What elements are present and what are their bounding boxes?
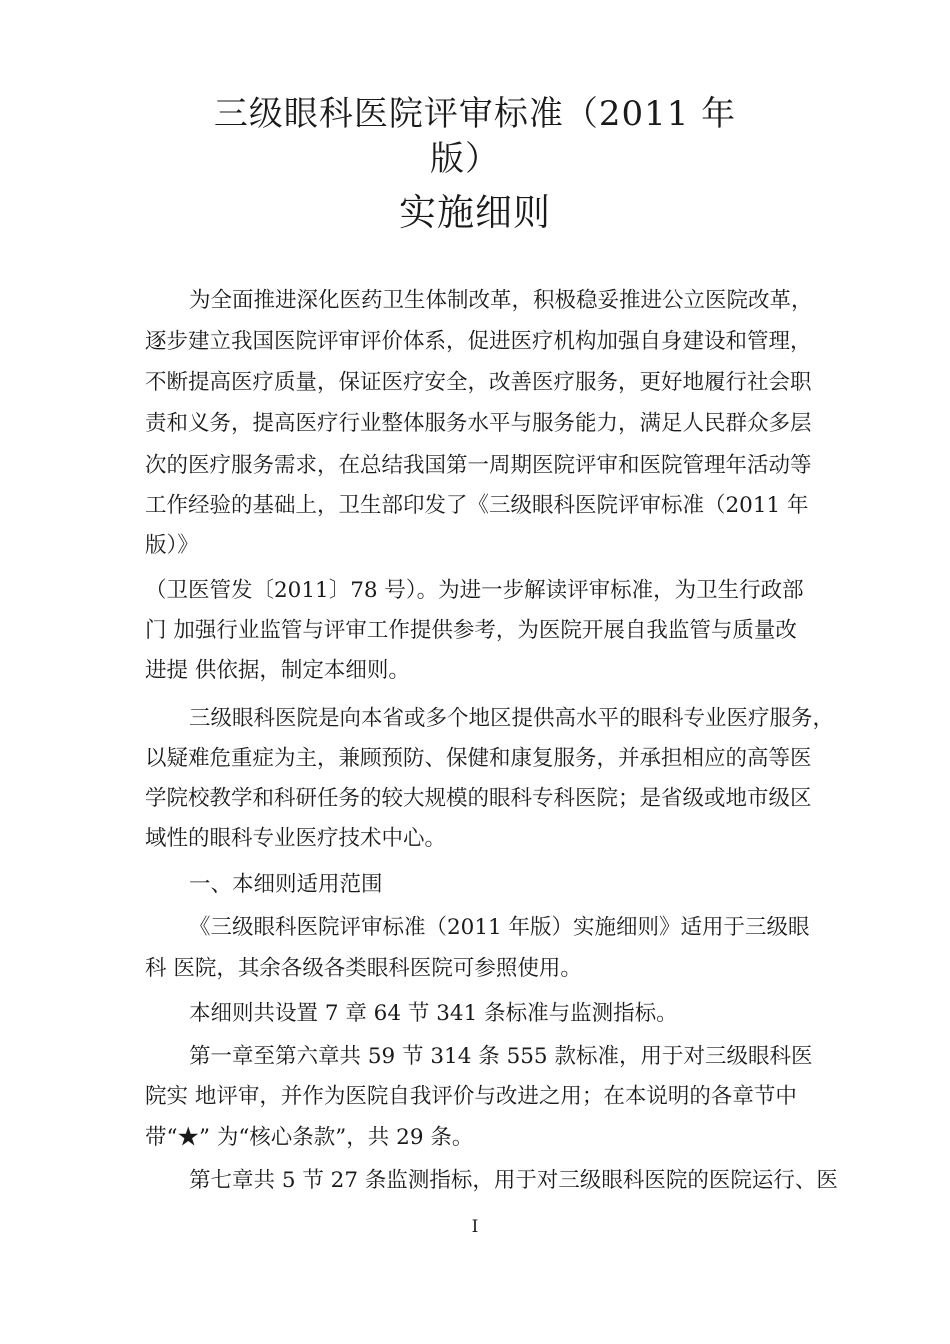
section-heading: 一、本细则适用范围 (189, 872, 383, 897)
body-line: 门 加强行业监管与评审工作提供参考，为医院开展自我监管与质量改 (145, 618, 797, 643)
body-line: 版）》 (145, 533, 199, 558)
body-line: 带“★” 为“核心条款”，共 29 条。 (145, 1125, 474, 1150)
page-number: I (471, 1217, 479, 1237)
body-line: 进提 供依据，制定本细则。 (145, 658, 410, 683)
body-line: 第七章共 5 节 27 条监测指标，用于对三级眼科医院的医院运行、医 (189, 1168, 838, 1193)
document-title-line-3: 实施细则 (399, 191, 551, 234)
body-line: 责和义务，提高医疗行业整体服务水平与服务能力，满足人民群众多层 (145, 411, 812, 436)
document-title-line-2: 版） (430, 139, 500, 179)
body-line: 本细则共设置 7 章 64 节 341 条标准与监测指标。 (189, 1001, 678, 1026)
body-line: （卫医管发〔2011〕78 号）。为进一步解读评审标准，为卫生行政部 (145, 578, 804, 603)
body-line: 学院校教学和科研任务的较大规模的眼科专科医院；是省级或地市级区 (145, 786, 812, 811)
body-line: 逐步建立我国医院评审评价体系，促进医疗机构加强自身建设和管理， (145, 329, 812, 354)
body-line: 不断提高医疗质量，保证医疗安全，改善医疗服务，更好地履行社会职 (145, 370, 812, 395)
body-line: 以疑难危重症为主，兼顾预防、保健和康复服务，并承担相应的高等医 (145, 746, 812, 771)
body-line: 第一章至第六章共 59 节 314 条 555 款标准，用于对三级眼科医 (189, 1044, 813, 1069)
body-line: 《三级眼科医院评审标准（2011 年版）实施细则》适用于三级眼 (189, 915, 810, 940)
body-line: 三级眼科医院是向本省或多个地区提供高水平的眼科专业医疗服务， (189, 706, 835, 731)
body-line: 工作经验的基础上，卫生部印发了《三级眼科医院评审标准（2011 年 (145, 493, 809, 518)
body-line: 科 医院，其余各级各类眼科医院可参照使用。 (145, 956, 582, 981)
document-title-line-1: 三级眼科医院评审标准（2011 年 (213, 94, 737, 134)
body-line: 院实 地评审，并作为医院自我评价与改进之用；在本说明的各章节中 (145, 1084, 797, 1109)
body-line: 次的医疗服务需求，在总结我国第一周期医院评审和医院管理年活动等 (145, 453, 812, 478)
body-line: 域性的眼科专业医疗技术中心。 (145, 826, 447, 851)
body-line: 为全面推进深化医药卫生体制改革，积极稳妥推进公立医院改革， (189, 288, 813, 313)
